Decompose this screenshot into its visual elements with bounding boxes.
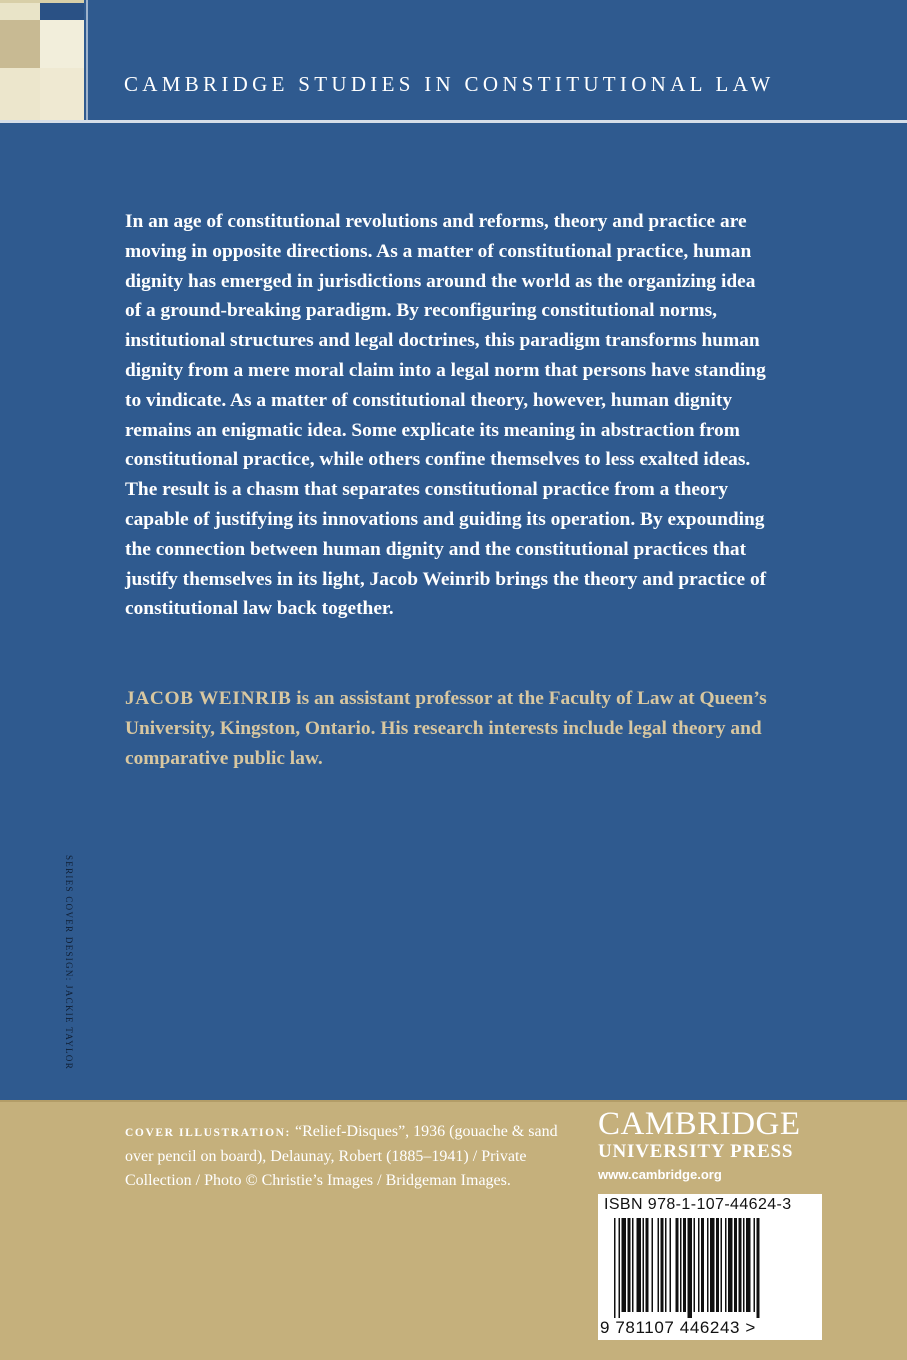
barcode-bar (628, 1218, 631, 1312)
barcode-bar (710, 1218, 715, 1312)
barcode-bar (757, 1218, 760, 1318)
decorative-tile (40, 0, 84, 20)
barcode-bar (646, 1218, 649, 1312)
decorative-tile (40, 68, 84, 120)
publisher-subtitle: UNIVERSITY PRESS (598, 1141, 794, 1162)
series-title: CAMBRIDGE STUDIES IN CONSTITUTIONAL LAW (124, 72, 775, 96)
barcode-bar (701, 1218, 704, 1312)
book-description: In an age of constitutional revolutions and reforms, theory and practice are moving in opposite directions. As a matter of constitutional practice, human dignity has emerged in jurisdictions around the world as the organizing idea of a ground-breaking paradigm. By reconfiguring constitutional norms, institutional structures and legal doctrines, this paradigm transforms human dignity from a mere moral claim into a legal norm that persons have standing to vindicate. As a matter of constitutional theory, however, human dignity remains an enigmatic idea. Some explicate its meaning in abstraction from constitutional practice, while others confine themselves to less exalted ideas. The result is a chasm that separates constitutional practice from a theory capable of justifying its innovations and guiding its operation. By expounding the connection between human dignity and the constitutional practices that justify themselves in its light, Jacob Weinrib brings the theory and practice of constitutional law back together. (125, 211, 767, 620)
barcode-bar (725, 1218, 727, 1312)
barcode-bar (721, 1218, 723, 1312)
barcode-bar (643, 1218, 645, 1312)
barcode-bar (754, 1218, 756, 1312)
decorative-tile (0, 0, 40, 20)
author-name: JACOB WEINRIB (125, 688, 292, 709)
decorative-tile (0, 0, 84, 3)
barcode-bar (614, 1218, 616, 1318)
barcode-bar (739, 1218, 742, 1312)
decorative-tile (0, 68, 40, 120)
series-cover-design-credit: SERIES COVER DESIGN: JACKIE TAYLOR (64, 855, 74, 1070)
barcode-bar (746, 1218, 751, 1312)
header-vertical-rule (86, 0, 88, 120)
barcode-bar (670, 1218, 672, 1312)
barcode-bar (688, 1218, 693, 1318)
cover-illustration-label: COVER ILLUSTRATION: (125, 1127, 291, 1139)
barcode-bar (716, 1218, 719, 1312)
author-bio-text: is an assistant professor at the Faculty of Law at Queen’s University, Kingston, Ontario. His research interests include legal theory and comparative public law. (125, 688, 767, 769)
barcode-bar (665, 1218, 667, 1312)
barcode-bar (707, 1218, 709, 1312)
decorative-tile (0, 20, 40, 68)
decorative-tile (40, 20, 84, 68)
barcode-bar (676, 1218, 679, 1312)
barcode-bar (694, 1218, 696, 1312)
barcode-bar (637, 1218, 642, 1312)
barcode-bar (632, 1218, 634, 1312)
barcode-icon (614, 1218, 804, 1318)
barcode-bar (728, 1218, 733, 1312)
barcode-bar (698, 1218, 700, 1312)
footer-top-rule (0, 1100, 907, 1102)
author-bio (125, 684, 775, 773)
barcode-bar (652, 1218, 654, 1312)
cover-illustration-text: “Relief-Disques”, 1936 (gouache & sand over pencil on board), Delaunay, Robert (1885–1941) / Private Collection / Photo © Christie’s Images / Bridgeman Images. (125, 1123, 558, 1189)
publisher-url: www.cambridge.org (598, 1167, 722, 1182)
barcode-bar (661, 1218, 664, 1312)
barcode-bar (658, 1218, 660, 1312)
cover-illustration-credit (125, 1120, 565, 1193)
barcode-bar (683, 1218, 686, 1312)
ean-digits: 9 781107 446243 > (600, 1318, 756, 1337)
publisher-name: CAMBRIDGE (598, 1106, 801, 1142)
barcode-bar (743, 1218, 745, 1312)
barcode-bar (734, 1218, 737, 1312)
barcode-panel (598, 1194, 822, 1340)
barcode-bar (680, 1218, 682, 1312)
barcode-bar (619, 1218, 621, 1318)
isbn-label: ISBN 978-1-107-44624-3 (604, 1196, 792, 1213)
header-horizontal-rule (0, 120, 907, 123)
barcode-bar (622, 1218, 627, 1312)
